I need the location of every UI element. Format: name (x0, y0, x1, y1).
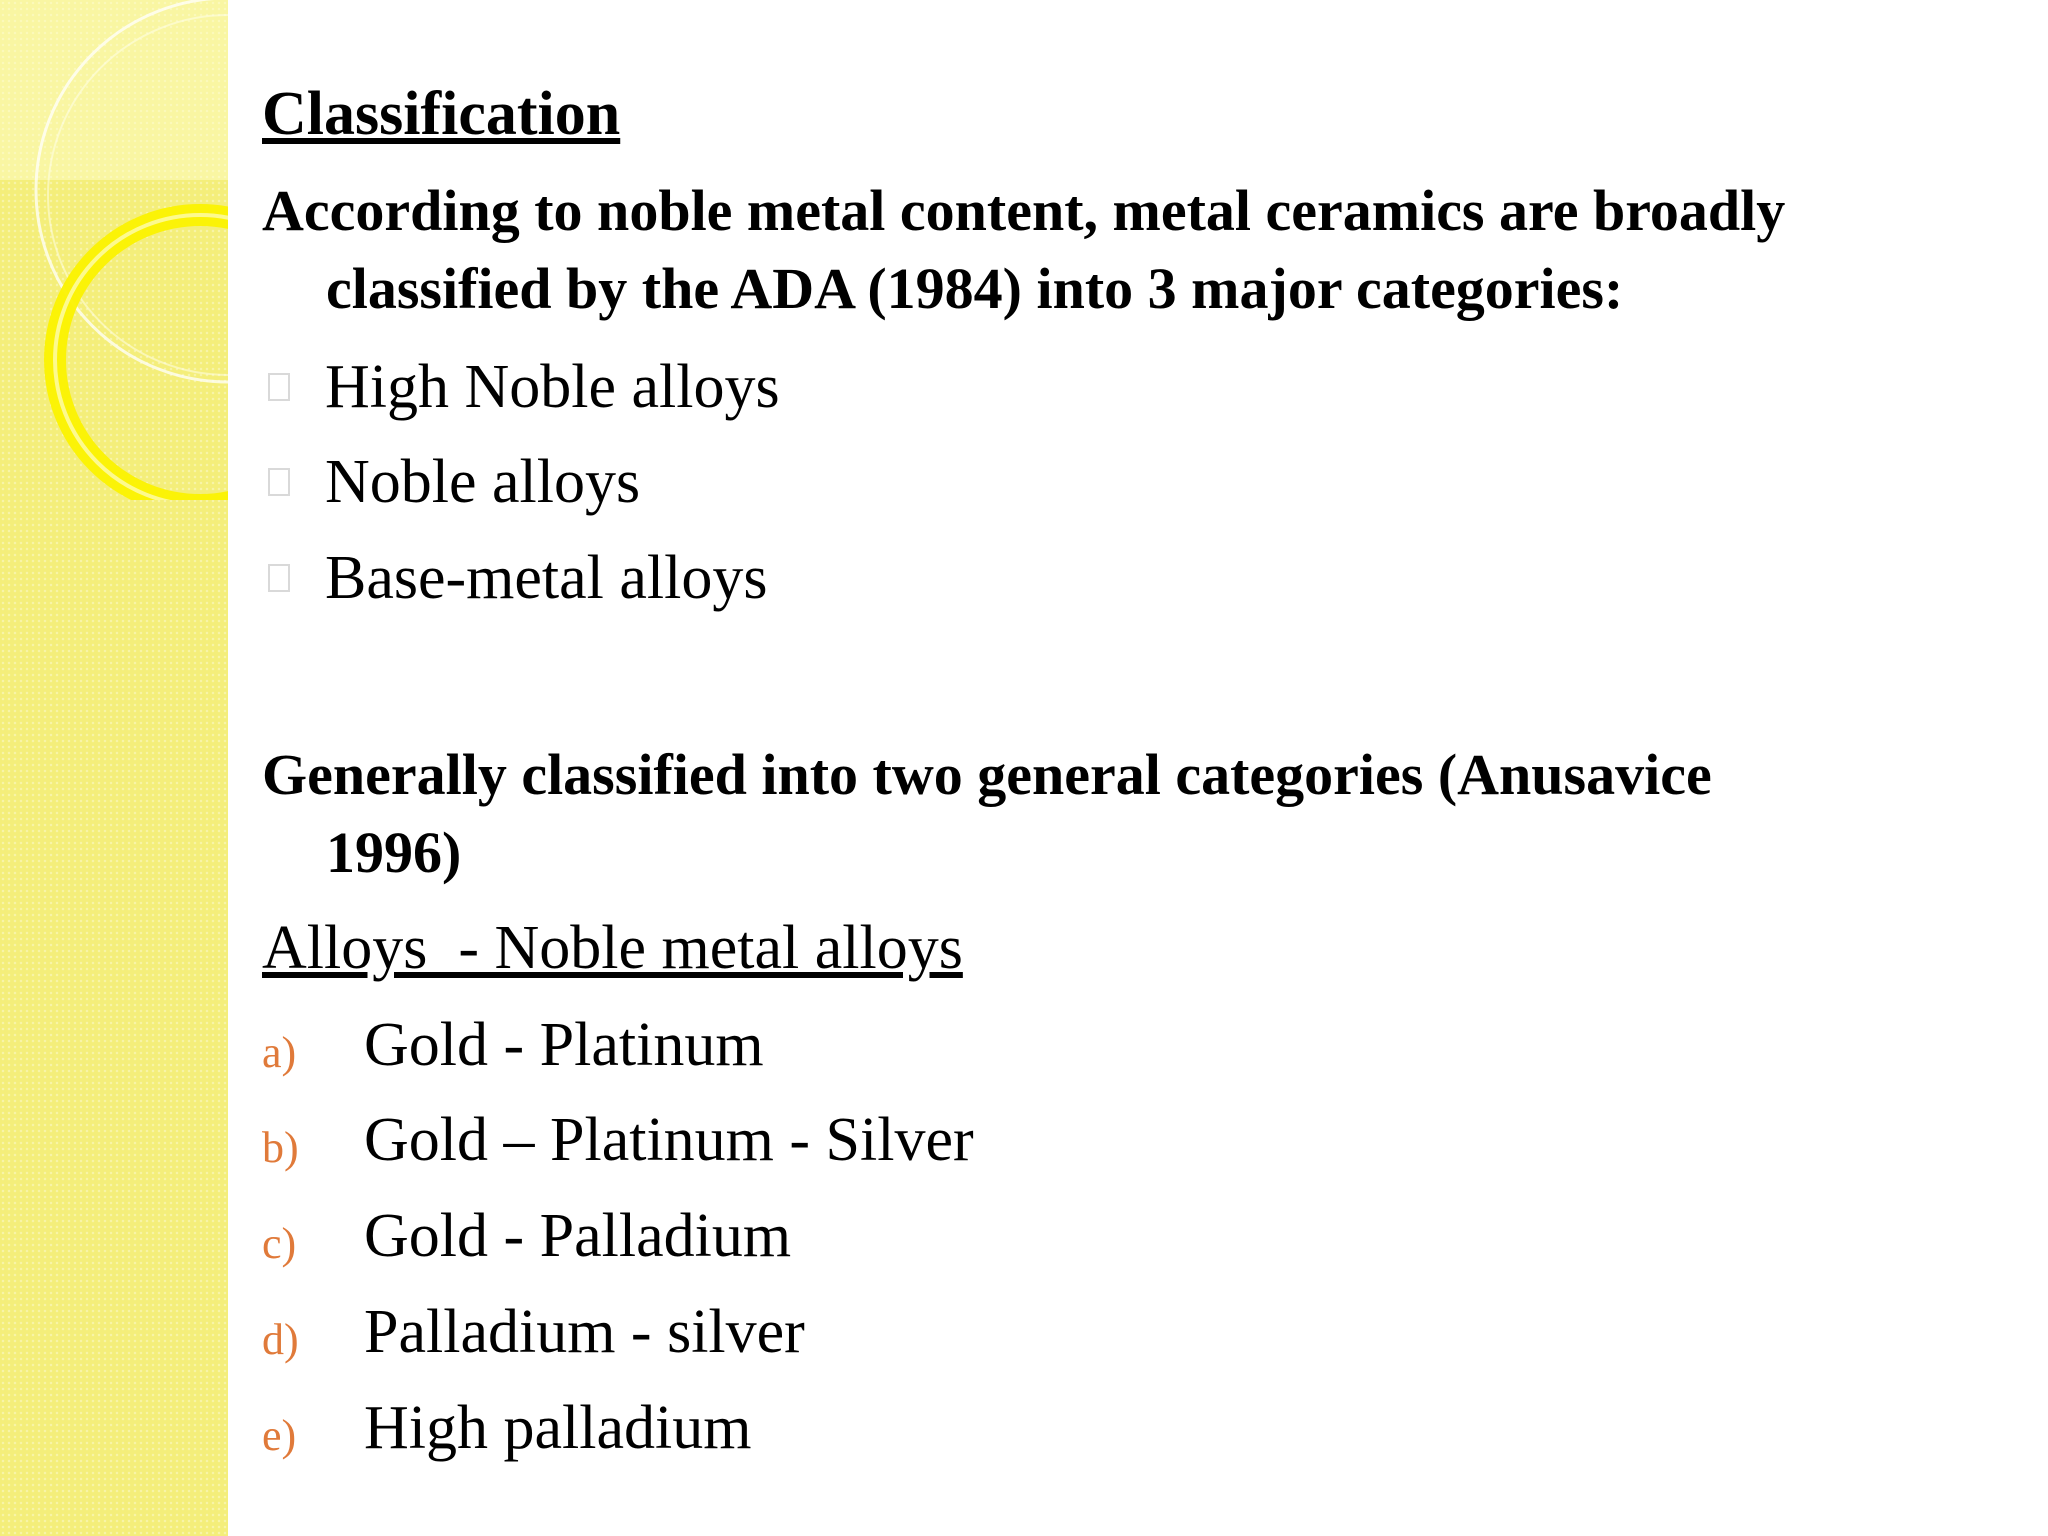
list-marker: a) (262, 1028, 297, 1077)
list-item-text: Noble alloys (325, 448, 641, 516)
list-item-text: Gold - Platinum (364, 1011, 764, 1079)
square-bullet-icon (268, 468, 290, 496)
list-marker: e) (262, 1411, 297, 1460)
list-item-text: High Noble alloys (325, 353, 780, 421)
square-bullet-icon (268, 373, 290, 401)
paragraph-line: According to noble metal content, metal ceramics are broadly (262, 178, 1786, 243)
paragraph-line: 1996) (326, 820, 462, 885)
list-marker: b) (262, 1123, 299, 1172)
square-bullet-icon (268, 564, 290, 592)
slide-content (262, 0, 2022, 1536)
slide-title: Classification (262, 80, 621, 148)
list-item-text: Base-metal alloys (325, 544, 768, 612)
list-item-text: High palladium (364, 1394, 752, 1462)
alloys-subheading: Alloys - Noble metal alloys (262, 914, 963, 982)
decorative-rings-icon (0, 0, 228, 500)
ada-classification-paragraph (262, 172, 2002, 328)
list-item-text: Gold – Platinum - Silver (364, 1106, 974, 1174)
decorative-side-panel (0, 0, 228, 1536)
anusavice-classification-paragraph (262, 736, 2002, 892)
list-marker: d) (262, 1315, 299, 1364)
paragraph-line: classified by the ADA (1984) into 3 major categories: (326, 256, 1624, 321)
paragraph-line: Generally classified into two general categories (Anusavice (262, 742, 1712, 807)
list-item-text: Gold - Palladium (364, 1202, 792, 1270)
list-marker: c) (262, 1219, 297, 1268)
list-item-text: Palladium - silver (364, 1298, 805, 1366)
